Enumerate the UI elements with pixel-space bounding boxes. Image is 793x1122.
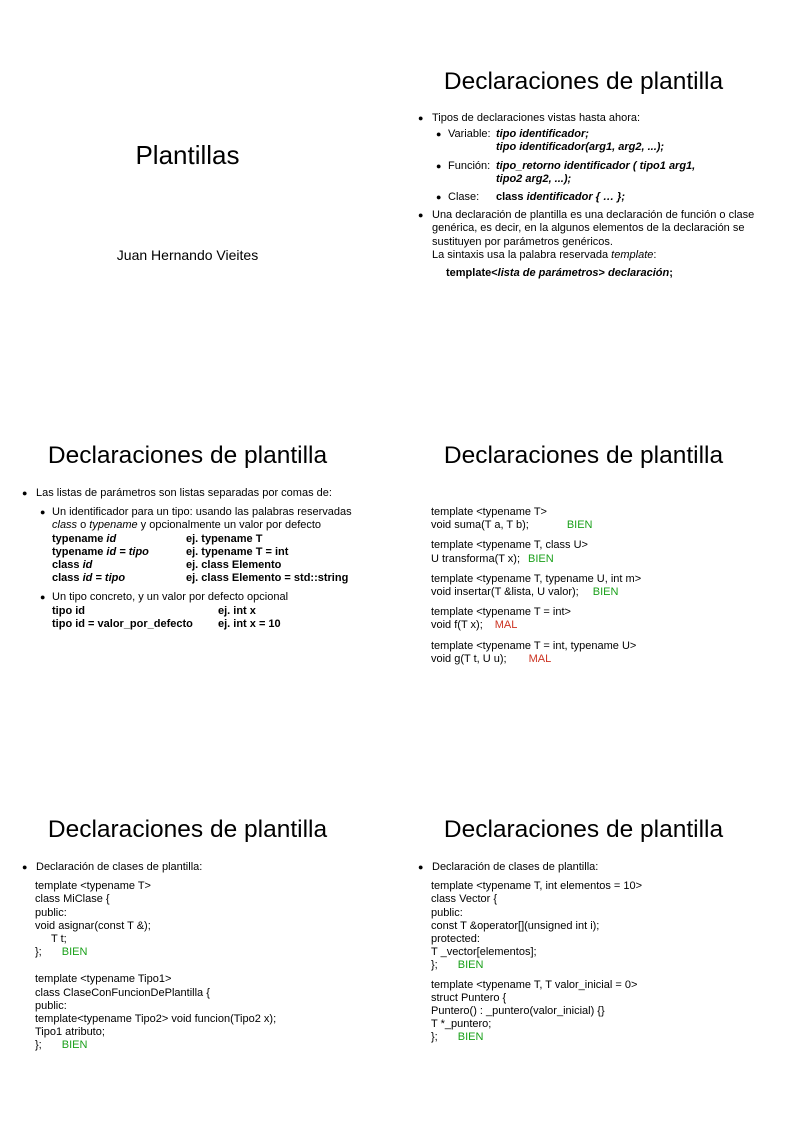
param-id: id <box>82 559 93 572</box>
param-default: = tipo <box>116 545 149 558</box>
funcion-label: ● Función: <box>448 159 491 172</box>
param-row <box>52 605 367 618</box>
param-example: ej. class Elemento = std::string <box>186 572 349 585</box>
clase-rest: identificador { … }; <box>526 191 625 204</box>
param-row <box>52 572 367 585</box>
param-example: ej. int x <box>218 604 256 617</box>
slide-heading: Declaraciones de plantilla <box>443 816 724 843</box>
verdict-ok: BIEN <box>592 586 619 599</box>
slide-class-templates-2 <box>396 748 792 1122</box>
slide-body <box>22 861 367 1053</box>
code-line: public: <box>431 906 463 919</box>
param-row <box>52 559 367 572</box>
param-example: ej. class Elemento <box>186 559 282 572</box>
code-line: template<typename Tipo2> void funcion(Tipo2 x); <box>35 1013 277 1026</box>
bullet-text: Tipos de declaraciones vistas hasta ahora: <box>432 112 641 124</box>
sub2-text: ● Un tipo concreto, y un valor por defecto opcional <box>52 591 289 604</box>
author-name: Juan Hernando Vieites <box>116 247 259 263</box>
code-block <box>431 880 763 1044</box>
code-example <box>431 573 771 599</box>
syntax-suffix: : <box>653 248 657 261</box>
param-kw: typename <box>52 545 107 558</box>
variable-line2: tipo identificador(arg1, arg2, ...); <box>496 141 665 154</box>
slide-examples <box>396 374 792 748</box>
code-line: void g(T t, U u); <box>431 652 507 665</box>
bullet-variable <box>436 128 763 154</box>
code-line: template <typename T = int, typename U> <box>431 639 637 652</box>
code-line: }; <box>431 959 438 972</box>
code-line: const T &operator[](unsigned int i); <box>431 919 600 932</box>
bullet-concrete-type <box>40 591 367 631</box>
code-line: T t; <box>51 933 67 946</box>
param-default: = tipo <box>92 572 126 585</box>
bullet-clase <box>436 191 763 204</box>
param-row <box>52 533 367 546</box>
code-line: Puntero() : _puntero(valor_inicial) {} <box>431 1005 605 1018</box>
sub1-o: o <box>77 519 90 532</box>
code-line: void f(T x); <box>431 619 483 632</box>
verdict-bad: MAL <box>494 619 518 632</box>
template-params: lista de parámetros <box>497 267 599 280</box>
param-row <box>52 618 367 631</box>
code-line: template <typename T> <box>431 506 547 518</box>
bullet-item <box>418 112 763 125</box>
bullet-item <box>418 861 763 874</box>
bullet-text: Declaración de clases de plantilla: <box>36 861 203 873</box>
slide-title <box>0 0 396 374</box>
slide-body <box>418 861 763 1045</box>
bullet-item <box>22 861 367 874</box>
param-kw: tipo id = valor_por_defecto <box>52 617 193 630</box>
param-kw: tipo id <box>52 604 85 617</box>
param-id: id <box>106 532 117 545</box>
template-decl: declaración <box>608 267 670 280</box>
code-line: template <typename T, typename U, int m> <box>431 572 642 585</box>
param-row <box>52 546 367 559</box>
code-line: public: <box>35 999 67 1012</box>
code-line: template <typename T, class U> <box>431 539 588 552</box>
clase-keyword: class <box>496 191 524 204</box>
param-kw: class <box>52 572 83 585</box>
verdict-bad: MAL <box>528 652 552 665</box>
slide-heading: Declaraciones de plantilla <box>47 442 328 469</box>
slide-class-templates <box>0 748 396 1122</box>
template-kw: template< <box>446 267 498 280</box>
code-line: }; <box>431 1031 438 1044</box>
syntax-prefix: La sintaxis usa la palabra reservada <box>432 248 612 261</box>
slide-heading: Declaraciones de plantilla <box>47 816 328 843</box>
declaration-text: Una declaración de plantilla es una declaración de función o clase genérica, es decir, en la algunos elementos de la declaración se sustituyen por parámetros genéricos. <box>432 209 755 248</box>
clase-label: ● Clase: <box>448 191 480 204</box>
param-kw: class <box>52 559 83 572</box>
verdict-ok: BIEN <box>528 552 554 565</box>
code-line: void suma(T a, T b); <box>431 519 529 532</box>
sub1-text-b: y opcionalmente un valor por defecto <box>137 519 322 532</box>
code-line: template <typename T> <box>35 880 151 893</box>
code-example <box>431 606 771 632</box>
sub1-text-a: Un identificador para un tipo: usando las palabras reservadas <box>52 506 352 519</box>
variable-line1: tipo identificador; <box>496 128 589 141</box>
param-example: ej. typename T <box>186 532 263 545</box>
verdict-ok: BIEN <box>566 519 593 532</box>
funcion-line1: tipo_retorno identificador ( tipo1 arg1, <box>496 159 696 172</box>
code-line: T *_puntero; <box>431 1018 492 1031</box>
sub1-class: class <box>52 519 78 532</box>
code-line: class Vector { <box>431 893 498 906</box>
code-line: template <typename T, int elementos = 10> <box>431 880 643 893</box>
code-block <box>35 880 367 1052</box>
code-line: struct Puntero { <box>431 991 507 1004</box>
verdict-ok: BIEN <box>457 1031 484 1044</box>
verdict-ok: BIEN <box>61 1039 88 1052</box>
code-line: class ClaseConFuncionDePlantilla { <box>35 986 210 999</box>
funcion-line2: tipo2 arg2, ...); <box>496 172 572 185</box>
syntax-word: template <box>611 248 654 261</box>
code-line: template <typename Tipo1> <box>35 973 172 986</box>
slide-body <box>431 506 771 673</box>
slide-declarations-intro <box>396 0 792 374</box>
slide-heading: Declaraciones de plantilla <box>443 68 724 95</box>
code-line: }; <box>35 1039 42 1052</box>
slide-parameter-lists <box>0 374 396 748</box>
template-close: > <box>598 267 605 280</box>
bullet-text: Las listas de parámetros son listas separadas por comas de: <box>36 487 332 499</box>
code-example <box>431 539 771 565</box>
param-example: ej. int x = 10 <box>218 617 281 630</box>
code-line: T _vector[elementos]; <box>431 946 537 959</box>
code-line: }; <box>35 946 42 959</box>
bullet-type-identifier <box>40 506 367 585</box>
bullet-item <box>418 209 763 262</box>
code-line: void insertar(T &lista, U valor); <box>431 586 579 599</box>
code-example <box>431 506 771 532</box>
slide-body <box>418 112 763 280</box>
code-line: template <typename T, T valor_inicial = 0> <box>431 978 638 991</box>
bullet-text: Declaración de clases de plantilla: <box>432 861 599 873</box>
code-line: template <typename T = int> <box>431 606 571 619</box>
slide-heading: Declaraciones de plantilla <box>443 442 724 469</box>
template-syntax <box>446 267 763 280</box>
param-id: id <box>82 572 93 585</box>
presentation-title: Plantillas <box>135 140 240 170</box>
variable-label: ● Variable: <box>448 128 491 141</box>
code-line: U transforma(T x); <box>431 552 521 565</box>
param-example: ej. typename T = int <box>186 545 289 558</box>
verdict-ok: BIEN <box>457 959 484 972</box>
bullet-item <box>22 487 367 500</box>
sub1-typename: typename <box>89 519 138 532</box>
code-line: void asignar(const T &); <box>35 919 151 932</box>
code-example <box>431 640 771 666</box>
code-line: public: <box>35 906 67 919</box>
template-end: ; <box>669 267 673 280</box>
slide-body <box>22 487 367 631</box>
code-line: class MiClase { <box>35 893 110 906</box>
param-id: id <box>106 545 117 558</box>
code-line: Tipo1 atributo; <box>35 1026 105 1039</box>
verdict-ok: BIEN <box>61 946 88 959</box>
bullet-funcion <box>436 160 763 186</box>
code-line: protected: <box>431 933 480 946</box>
param-kw: typename <box>52 532 107 545</box>
